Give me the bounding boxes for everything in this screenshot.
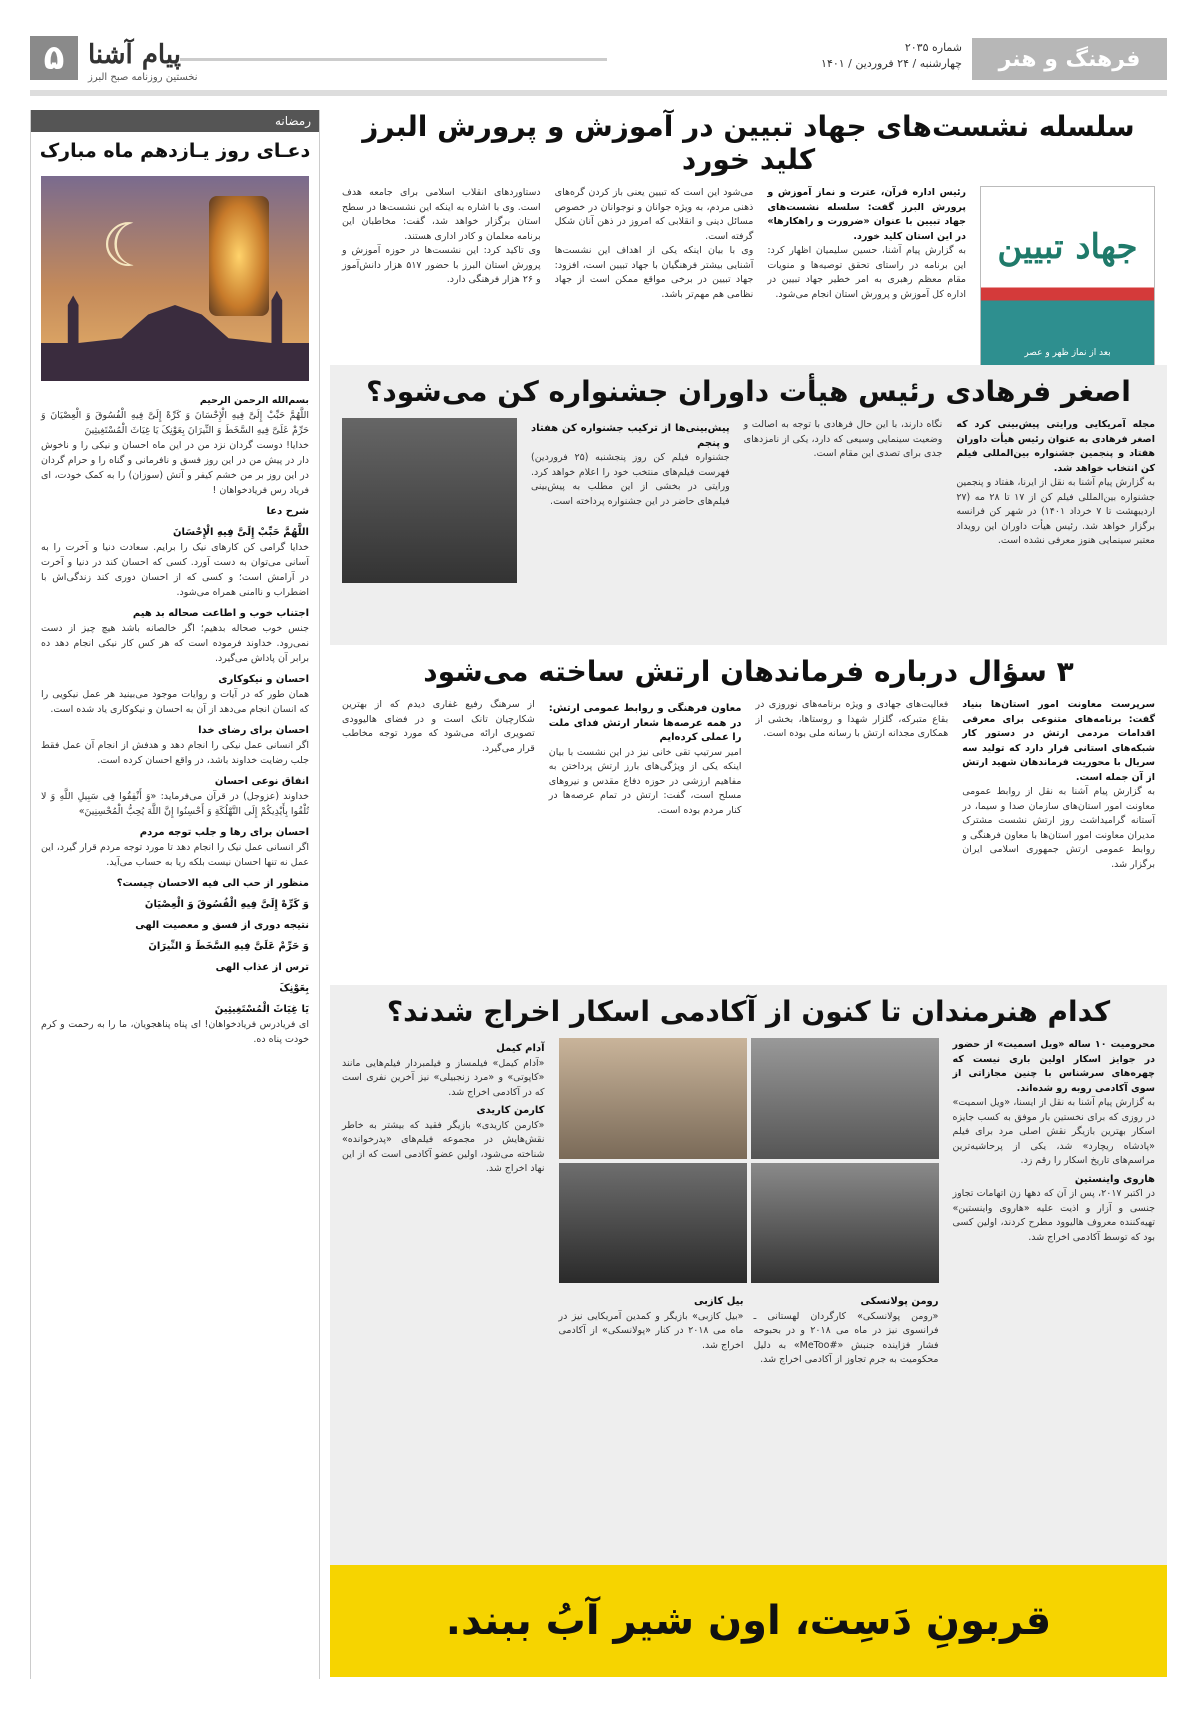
article-p: «رومن پولانسکی» کارگردان لهستانی ـ فرانسوی نیز در ماه می ۲۰۱۸ و در بحبوحه فشار فزاینده جنبش «#MeToo» به دلیل محکومیت به جرم تجاوز از آکادمی اخراج شد.	[753, 1310, 939, 1365]
page-number: ۵	[30, 36, 78, 80]
issue-date: چهارشنبه / ۲۴ فروردین / ۱۴۰۱	[821, 57, 962, 70]
newspaper-logo: پیام آشنا	[88, 40, 181, 70]
sidebar-p: خدایا گرامی کن کارهای نیک را برایم. سعادت دنیا و آخرت را به آسانی می‌توان به دست آورد. کسی که احسان کند در دنیا و آخرت در آرامش است؛ و کسی که از احسان دوری کند زندگی‌اش با اضطراب و ناامنی همراه می‌شود.	[41, 542, 309, 598]
article-subheading: هاروی واینستین	[1074, 1173, 1155, 1185]
article-lead: سرپرست معاونت امور استان‌ها بنیاد گفت: برنامه‌های متنوعی برای معرفی اقدامات مردمی ارتش در دستور کار شبکه‌های استانی قرار دارد که تولید سه سریال با محوریت فرماندهان شهید ارتش از آن جمله است.	[962, 699, 1155, 783]
article-column	[956, 418, 1155, 583]
article-column	[559, 1291, 744, 1368]
sidebar-heading: وَ کَرِّهْ إِلَیَّ فِیهِ الْفُسُوقَ وَ الْعِصْیَانَ	[144, 899, 309, 910]
issue-number: شماره ۲۰۳۵	[904, 41, 962, 54]
article-column	[754, 1291, 939, 1368]
sidebar-label: رمضانه	[31, 110, 319, 132]
sidebar-p: خداوند (عزوجل) در قرآن می‌فرماید: «وَ أَنْفِقُوا فِی سَبِیلِ اللَّهِ وَ لا تُلْقُوا بِأَیْدِیکُمْ إِلَی التَّهْلُکَةِ وَ أَحْسِنُوا إِنَّ اللَّهَ یُحِبُّ الْمُحْسِنِینَ»	[41, 791, 309, 817]
poster-title: جهاد تبیین	[997, 227, 1138, 267]
sidebar-heading: احسان برای رها و جلب توجه مردم	[139, 827, 309, 838]
sidebar-p: ای فریادرس فریادخواهان! ای پناه پناهجویان، ما را به رحمت و کرم خودت پناه ده.	[41, 1019, 309, 1045]
article-p: نگاه دارند، با این حال فرهادی با توجه به اصالت و وضعیت سینمایی وسیعی که دارد، یکی از نامزدهای جدی برای تصدی این مقام است.	[743, 419, 943, 459]
sidebar-heading: وَ حَرِّمْ عَلَیَّ فِیهِ السَّخَطَ وَ النِّیرَانَ	[148, 941, 309, 952]
header-rule	[30, 90, 1167, 96]
article-column	[555, 186, 754, 371]
article-subheading: کارمن کاریدی	[476, 1105, 545, 1116]
sidebar-heading: اللَّهُمَّ حَبِّبْ إِلَیَّ فِیهِ الْإِحْسَانَ	[172, 527, 309, 538]
sidebar-heading: بِعَوْنِکَ	[279, 983, 309, 994]
ramadan-sidebar	[30, 110, 320, 1679]
newspaper-tagline: نخستین روزنامه صبح البرز	[88, 72, 198, 83]
weinstein-photo	[559, 1163, 747, 1284]
article-farhadi	[330, 365, 1167, 645]
article-p: «آدام کیمل» فیلمساز و فیلمبردار فیلم‌هایی مانند «کاپوتی» و «مرد زنجبیلی» نیز آخرین نفری است که در آکادمی اخراج شد.	[342, 1057, 545, 1098]
article-subheading: پیش‌بینی‌ها از ترکیب جشنواره کن هفتاد و پنجم	[530, 423, 730, 449]
sidebar-heading: یَا غِیَاثَ الْمُسْتَغِیثِینَ	[214, 1004, 309, 1015]
article-lead: محرومیت ۱۰ ساله «ویل اسمیت» از حضور در جوایز اسکار اولین باری نیست که چهره‌های سرشناس با چنین مجازاتی از سوی آکادمی روبه رو شده‌اند.	[952, 1039, 1155, 1094]
article-title: سلسله نشست‌های جهاد تبیین در آموزش و پرورش البرز کلید خورد	[362, 110, 1135, 176]
article-column	[953, 1038, 1156, 1368]
article-title: کدام هنرمندان تا کنون از آکادمی اسکار اخراج شدند؟	[386, 995, 1111, 1028]
sidebar-heading: منظور از حب الی فیه الاحسان چیست؟	[116, 878, 309, 889]
article-p: به گزارش پیام آشنا به نقل از ایسنا، «ویل اسمیت» در روزی که برای نخستین بار موفق به کسب جایزه اسکار بهترین بازیگر نقش اصلی مرد برای فیلم «پادشاه ریچارد» شد، یکی از پرحاشیه‌ترین مراسم‌های تاریخ اسکار را رقم زد.	[952, 1097, 1155, 1166]
sidebar-heading: ترس از عذاب الهی	[215, 962, 309, 973]
oscar-photo-block	[559, 1038, 939, 1368]
sidebar-heading: احسان برای رضای خدا	[198, 725, 309, 736]
sidebar-body	[31, 387, 319, 1053]
article-p: به گزارش پیام آشنا به نقل از روابط عمومی معاونت امور استان‌های سازمان صدا و سیما، در آستانه گرامیداشت روز ارتش نشست مشترک مدیران معاونت امور استان‌ها با معاون فرهنگی و روابط عمومی ارتش جمهوری اسلامی ایران برگزار شد.	[962, 786, 1155, 870]
water-saving-banner	[330, 1565, 1167, 1677]
article-p: در اکتبر ۲۰۱۷، پس از آن که دهها زن اتهامات تجاوز جنسی و آزار و اذیت علیه «هاروی واینستین» تهیه‌کننده معروف هالیوود مطرح کردند، اولین کسی بود که توسط آکادمی اخراج شد.	[952, 1188, 1155, 1243]
article-p: «بیل کازبی» بازیگر و کمدین آمریکایی نیز در ماه می ۲۰۱۸ در کنار «پولانسکی» از آکادمی اخراج شد.	[558, 1310, 744, 1351]
article-subheading: آدام کیمل	[496, 1043, 545, 1054]
article-p: از سرهنگ رفیع غفاری دیدم که از بهترین شکارچیان تانک است و در فضای هالیوودی تصویری ارائه می‌شود که مورد توجه مخاطب قرار می‌گیرد.	[342, 699, 535, 754]
article-column	[744, 418, 943, 583]
issue-info	[821, 40, 962, 72]
article-jihad	[330, 110, 1167, 358]
article-p: امیر سرتیپ تقی خانی نیز در این نشست با بیان اینکه یکی از ویژگی‌های بارز ارتش پرداختن به مفاهیم ارزشی در حوزه دفاع مقدس و نیروهای مسلح است، گفت: ارتش در تمام عرصه‌ها در کنار مردم بوده است.	[548, 746, 742, 816]
sidebar-p: جنس خوب صحاله بدهیم؛ اگر خالصانه باشد هیچ چیز از دست نمی‌رود. خداوند فرموده است که هر کس کار نیکی انجام دهد ده برابر آن پاداش می‌گیرد.	[41, 623, 309, 664]
crescent-icon: ☾	[101, 211, 155, 281]
article-column	[962, 698, 1155, 872]
sidebar-p: همان طور که در آیات و روایات موجود می‌بینید هر عمل نیکویی را که انسان انجام می‌دهد از آن به احسان و نیکوکاری یاد شده است.	[41, 689, 309, 715]
sidebar-p: اگر انسانی عمل نیکی را انجام دهد و هدفش از انجام آن عمل فقط جلب رضایت خداوند باشد، در واقع احسان کرده است.	[41, 740, 309, 766]
article-column	[342, 698, 535, 872]
article-p: وی با بیان اینکه یکی از اهداف این نشست‌ها آشنایی بیشتر فرهنگیان با جهاد تبیین است، افزود: جهاد تبیین در برخی مواقع ممکن است از جهاد نظامی هم مهم‌تر باشد.	[554, 245, 754, 300]
article-p: جشنواره فیلم کن روز پنجشنبه (۲۵ فروردین) فهرست فیلم‌های منتخب خود را اعلام خواهد کرد. ورایتی در بخشی از این مطلب به پیش‌بینی فیلم‌های حاضر در این جشنواره پرداخته است.	[530, 452, 730, 507]
poster-subtitle: بعد از نماز ظهر و عصر	[1024, 348, 1111, 358]
header-divider	[180, 58, 607, 61]
article-lead: مجله آمریکایی ورایتی پیش‌بینی کرد که اصغر فرهادی به عنوان رئیس هیأت داوران هفتاد و پنجمین جشنواره بین‌المللی فیلم کن انتخاب خواهد شد.	[956, 419, 1155, 474]
ramadan-image	[41, 176, 309, 381]
article-column	[342, 186, 541, 371]
polanski-photo	[751, 1038, 939, 1159]
article-p: دستاوردهای انقلاب اسلامی برای جامعه هدف است. وی با اشاره به اینکه این نشست‌ها در سطح استان برگزار خواهد شد، گفت: مخاطبان این برنامه معلمان و کادر اداری هستند.	[341, 187, 541, 242]
article-column	[756, 698, 949, 872]
article-column	[531, 418, 730, 583]
article-p: «کارمن کاریدی» بازیگر فقید که بیشتر به خاطر نقش‌هایش در مجموعه فیلم‌های «پدرخوانده» شناخته می‌شود، اولین عضو آکادمی است که از این نهاد اخراج شد.	[342, 1119, 545, 1174]
article-subheading: معاون فرهنگی و روابط عمومی ارتش: در همه عرصه‌ها شعار ارتش فدای ملت را عملی کرده‌ایم	[548, 703, 742, 743]
article-p: می‌شود این است که تبیین یعنی باز کردن گره‌های ذهنی مردم، به ویژه جوانان و نوجوانان در خصوص مسائل دینی و انقلابی که امروز در ذهن آنان شکل گرفته است.	[554, 187, 754, 242]
sidebar-p: خدایا! دوست گردان نزد من در این ماه احسان و نیکی را و ناخوش دار در پیش من در این روز فسق و نافرمانی و گناه را و حرام گردان در این روز بر من خشم کیفر و آتش (سوزان) را به کمک خودت، ای فریاد رس فریادخواهان !	[41, 440, 309, 496]
sidebar-heading: نتیجه دوری از فسق و معصیت الهی	[135, 920, 309, 931]
sidebar-p: اللَّهُمَّ حَبِّبْ إِلَیَّ فِیهِ الْإِحْسَانَ وَ کَرِّهْ إِلَیَّ فِیهِ الْفُسُوقَ وَ الْعِصْیَانَ وَ حَرِّمْ عَلَیَّ فِیهِ السَّخَطَ وَ النِّیرَانَ بِعَوْنِکَ یَا غِیَاثَ الْمُسْتَغِیثِینَ	[41, 410, 309, 436]
article-army	[330, 655, 1167, 975]
sidebar-heading: شرح دعا	[266, 506, 309, 517]
cosby-photo	[751, 1163, 939, 1284]
article-column	[342, 1038, 545, 1368]
page-header	[30, 28, 1167, 88]
photo-collage	[559, 1038, 939, 1283]
sidebar-heading: انفاق نوعی احسان	[214, 776, 309, 787]
sidebar-heading: اجتناب خوب و اطاعت صحاله بد هیم	[132, 608, 309, 619]
farhadi-photo	[342, 418, 517, 583]
jihad-poster	[980, 186, 1155, 371]
article-subheading: رومن پولانسکی	[860, 1296, 939, 1307]
article-column	[767, 186, 966, 371]
article-column	[549, 698, 742, 872]
sidebar-heading: احسان و نیکوکاری	[218, 674, 309, 685]
article-p: به گزارش پیام آشنا به نقل از ایرنا، هفتاد و پنجمین جشنواره بین‌المللی فیلم کن از ۱۷ تا ۲۸ مه (۲۷ اردیبهشت تا ۷ خرداد ۱۴۰۱) در شهر کن فرانسه برگزار خواهد شد. رئیس هیأت داوران این رویداد معتبر سینمایی هنوز معرفی نشده است.	[956, 477, 1156, 546]
article-p: به گزارش پیام آشنا، حسین سلیمیان اظهار کرد: این برنامه در راستای تحقق توصیه‌ها و منویات مقام معظم رهبری به امر خطیر جهاد تبیین در اداره کل آموزش و پرورش استان انجام می‌شود.	[767, 245, 966, 300]
banner-text: قربونِ دَسِت، اون شیر آبُ ببند.	[445, 1598, 1052, 1644]
article-title: ۳ سؤال درباره فرماندهان ارتش ساخته می‌شود	[423, 655, 1074, 688]
article-oscar	[330, 985, 1167, 1565]
article-title: اصغر فرهادی رئیس هیأت داوران جشنواره کن می‌شود؟	[366, 375, 1131, 408]
sidebar-title: دعـای روز یـازدهم ماه مبارک	[39, 140, 311, 162]
lantern-icon	[209, 196, 269, 316]
article-subheading: بیل کازبی	[694, 1296, 744, 1307]
section-title: فرهنگ و هنر	[972, 38, 1167, 80]
kimmel-photo	[559, 1038, 747, 1159]
article-p: وی تاکید کرد: این نشست‌ها در حوزه آموزش و پرورش استان البرز با حضور ۵۱۷ هزار دانش‌آموز و ۲۶ هزار فرهنگی دارد.	[341, 245, 541, 285]
sidebar-p: بسم‌الله الرحمن الرحیم	[199, 395, 309, 406]
article-lead: رئیس اداره قرآن، عترت و نماز آموزش و پرورش البرز گفت: سلسله نشست‌های جهاد تبیین با عنوان «ضرورت و راهکارها» در این استان کلید خورد.	[767, 187, 966, 242]
sidebar-p: اگر انسانی عمل نیک را انجام دهد تا مورد توجه مردم قرار گیرد، این عمل نه تنها احسان نیست بلکه ریا به حساب می‌آید.	[41, 842, 309, 868]
article-p: فعالیت‌های جهادی و ویژه برنامه‌های نوروزی در بقاع متبرکه، گلزار شهدا و روستاها، بخشی از همکاری مجدانه ارتش با رسانه ملی بوده است.	[755, 699, 949, 739]
